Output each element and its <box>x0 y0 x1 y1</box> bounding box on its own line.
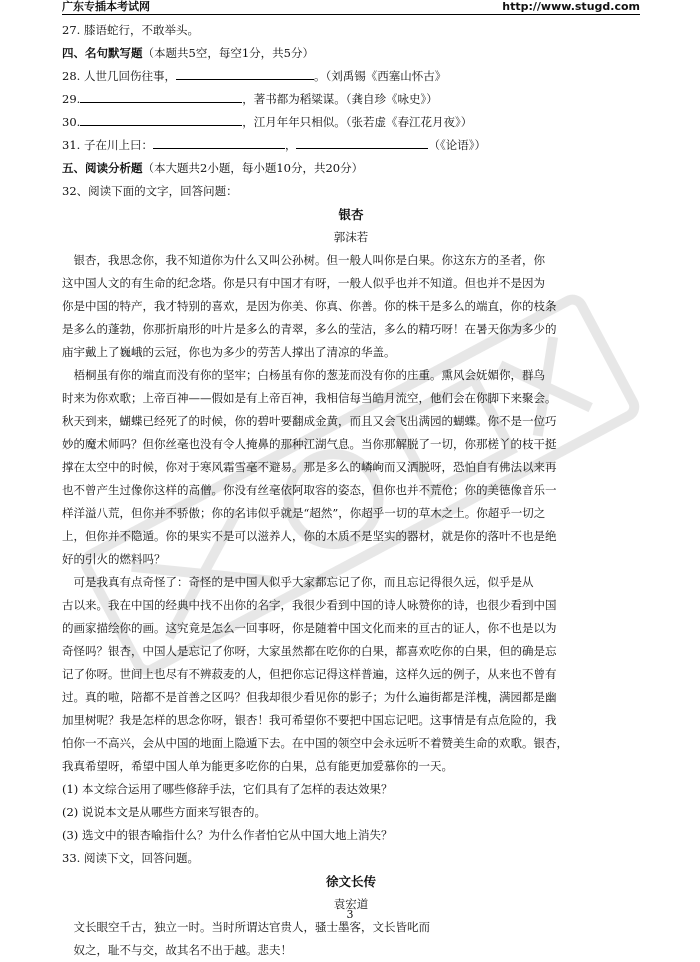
q31 <box>62 134 640 157</box>
essay2-author: 袁宏道 <box>333 897 369 911</box>
q27-text: 27. 膝语蛇行，不敢举头。 <box>62 23 199 37</box>
q30-suffix: ，江月年年只相似。（张若虚《春江花月夜》） <box>242 115 473 129</box>
essay2-title: 徐文长传 <box>325 874 376 889</box>
essay1-p2-line: 妙的魔术师吗？但你丝毫也没有令人掩鼻的那种江湖气息。当你那解脱了一切，你那槎丫的枝干挺 <box>62 437 557 451</box>
q30-answer-blank[interactable] <box>80 111 242 126</box>
q28-answer-blank[interactable] <box>176 65 314 80</box>
section-5-title: 五、阅读分析题 <box>62 161 143 175</box>
essay1-p3-line: 过。真的啦，陪都不是首善之区吗？但我却很少看见你的影子；为什么遍街都是洋槐，满园都是幽 <box>62 690 557 704</box>
essay1-p2-line: 撑在太空中的时候，你对于寒风霜雪毫不避易。那是多么的嶙峋而又洒脱呀，恐怕自有佛法以来再 <box>62 460 557 474</box>
essay2-line: 奴之，耻不与交，故其名不出于越。悲夫！ <box>73 943 292 957</box>
essay1-p2-line: 好的引火的燃料吗？ <box>62 552 166 566</box>
site-url[interactable]: http://www.stugd.com <box>502 0 640 13</box>
section-4-note: （本题共5空，每空1分，共5分） <box>142 46 314 60</box>
essay1-paragraph-1 <box>62 249 640 364</box>
essay1-p1-line: 银杏，我思念你，我不知道你为什么又叫公孙树。但一般人叫你是白果。你这东方的圣者，你 <box>73 253 545 267</box>
essay1-p3-line: 加里树呢？我是怎样的思念你呀，银杏！我可希望你不要把中国忘记吧。这事情是有点危险的，我 <box>62 713 557 727</box>
essay1-p3-line: 记了你呀。世间上也尽有不辨菽麦的人，但把你忘记得这样普遍，这样久远的例子，从来也不曾有 <box>62 667 557 681</box>
essay1-p1-line: 这中国人文的有生命的纪念塔。你是只有中国才有呀，一般人似乎也并不知道。但也并不是因为 <box>62 276 545 290</box>
q31-suffix: （《论语》） <box>428 138 486 152</box>
q28-suffix: 。（刘禹锡《西塞山怀古》 <box>313 69 447 83</box>
q33-prompt: 33. 阅读下文，回答问题。 <box>62 851 199 865</box>
section-4-heading <box>62 42 640 65</box>
section-5-heading <box>62 157 640 180</box>
exam-page <box>62 19 640 962</box>
essay1-question-2: (2) 说说本文是从哪些方面来写银杏的。 <box>62 805 266 819</box>
essay1-paragraph-3 <box>62 571 640 778</box>
essay2-line: 文长眼空千古，独立一时。当时所谓达官贵人，骚士墨客，文长皆叱而 <box>73 920 430 934</box>
essay1-p2-line: 梧桐虽有你的端直而没有你的坚牢；白杨虽有你的葱茏而没有你的庄重。熏风会妩媚你，群鸟 <box>73 368 545 382</box>
essay1-question-3: (3) 选文中的银杏喻指什么？为什么作者怕它从中国大地上消失？ <box>62 828 393 842</box>
essay1-question-1: (1) 本文综合运用了哪些修辞手法，它们具有了怎样的表达效果？ <box>62 782 393 796</box>
essay1-p2-line: 时来为你欢歌；上帝百神——假如是有上帝百神，我相信每当皓月流空，他们会在你脚下来聚会。 <box>62 391 557 405</box>
q31-answer-blank-2[interactable] <box>296 134 428 149</box>
essay1-p2-line: 也不曾产生过像你这样的高僧。你没有丝毫依阿取容的姿态，但你也并不荒伧；你的美德像音乐一 <box>62 483 557 497</box>
essay1-p1-line: 庙宇戴上了巍峨的云冠，你也为多少的劳苦人撑出了清凉的华盖。 <box>62 345 396 359</box>
q29-suffix: ，著书都为稻粱谋。（龚自珍《咏史》） <box>242 92 438 106</box>
essay1-p3-line: 我真希望呀，希望中国人单为能更多吃你的白果，总有能更加爱慕你的一天。 <box>62 759 453 773</box>
essay1-p3-line: 的画家描绘你的画。这究竟是怎么一回事呀，你是随着中国文化而来的亘古的证人，你不也是以为 <box>62 621 557 635</box>
essay1-p2-line: 样洋溢八荒，但你并不骄傲；你的名讳似乎就是“超然”，你超乎一切的草木之上。你超乎一切之 <box>62 506 546 520</box>
site-name: 广东专插本考试网 <box>62 0 150 13</box>
essay1-paragraph-2 <box>62 364 640 571</box>
q31-prefix: 31. 子在川上曰： <box>62 138 153 152</box>
essay1-p2-line: 秋天到来，蝴蝶已经死了的时候，你的碧叶要翻成金黄，而且又会飞出满园的蝴蝶。你不是一位巧 <box>62 414 557 428</box>
essay1-author: 郭沫若 <box>333 230 369 244</box>
section-4-title: 四、名句默写题 <box>62 46 143 60</box>
q29-answer-blank[interactable] <box>80 88 242 103</box>
q29-prefix: 29. <box>62 92 81 106</box>
q30 <box>62 111 640 134</box>
q28 <box>62 65 640 88</box>
essay1-p3-line: 古以来。我在中国的经典中找不出你的名字，我很少看到中国的诗人咏赞你的诗，也很少看到中国 <box>62 598 557 612</box>
q29 <box>62 88 640 111</box>
essay1-p3-line: 可是我真有点奇怪了：奇怪的是中国人似乎大家都忘记了你，而且忘记得很久远，似乎是从 <box>73 575 534 589</box>
page-number: 3 <box>346 908 354 921</box>
q31-separator: ， <box>284 138 297 152</box>
q28-prefix: 28. 人世几回伤往事， <box>62 69 176 83</box>
essay1-p1-line: 是多么的蓬勃，你那折扇形的叶片是多么的青翠，多么的莹洁，多么的精巧呀！在暑天你为多少的 <box>62 322 557 336</box>
q31-answer-blank-1[interactable] <box>153 134 285 149</box>
essay1-p3-line: 怕你一不高兴，会从中国的地面上隐遁下去。在中国的领空中会永远听不着赞美生命的欢歌。银杏， <box>62 736 568 750</box>
essay1-p2-line: 上，但你并不隐遁。你的果实不是可以滋养人，你的木质不是坚实的器材，就是你的落叶不也是绝 <box>62 529 557 543</box>
q30-prefix: 30. <box>62 115 81 129</box>
q32-prompt: 32、阅读下面的文字，回答问题： <box>62 184 238 198</box>
section-5-note: （本大题共2小题，每小题10分，共20分） <box>142 161 364 175</box>
page-header <box>62 0 640 15</box>
essay1-title: 银杏 <box>338 207 364 222</box>
essay1-p1-line: 你是中国的特产，我才特别的喜欢，是因为你美、你真、你善。你的株干是多么的端直，你的枝条 <box>62 299 557 313</box>
essay1-p3-line: 奇怪吗？银杏，中国人是忘记了你呀，大家虽然都在吃你的白果，都喜欢吃你的白果，但的确是忘 <box>62 644 557 658</box>
